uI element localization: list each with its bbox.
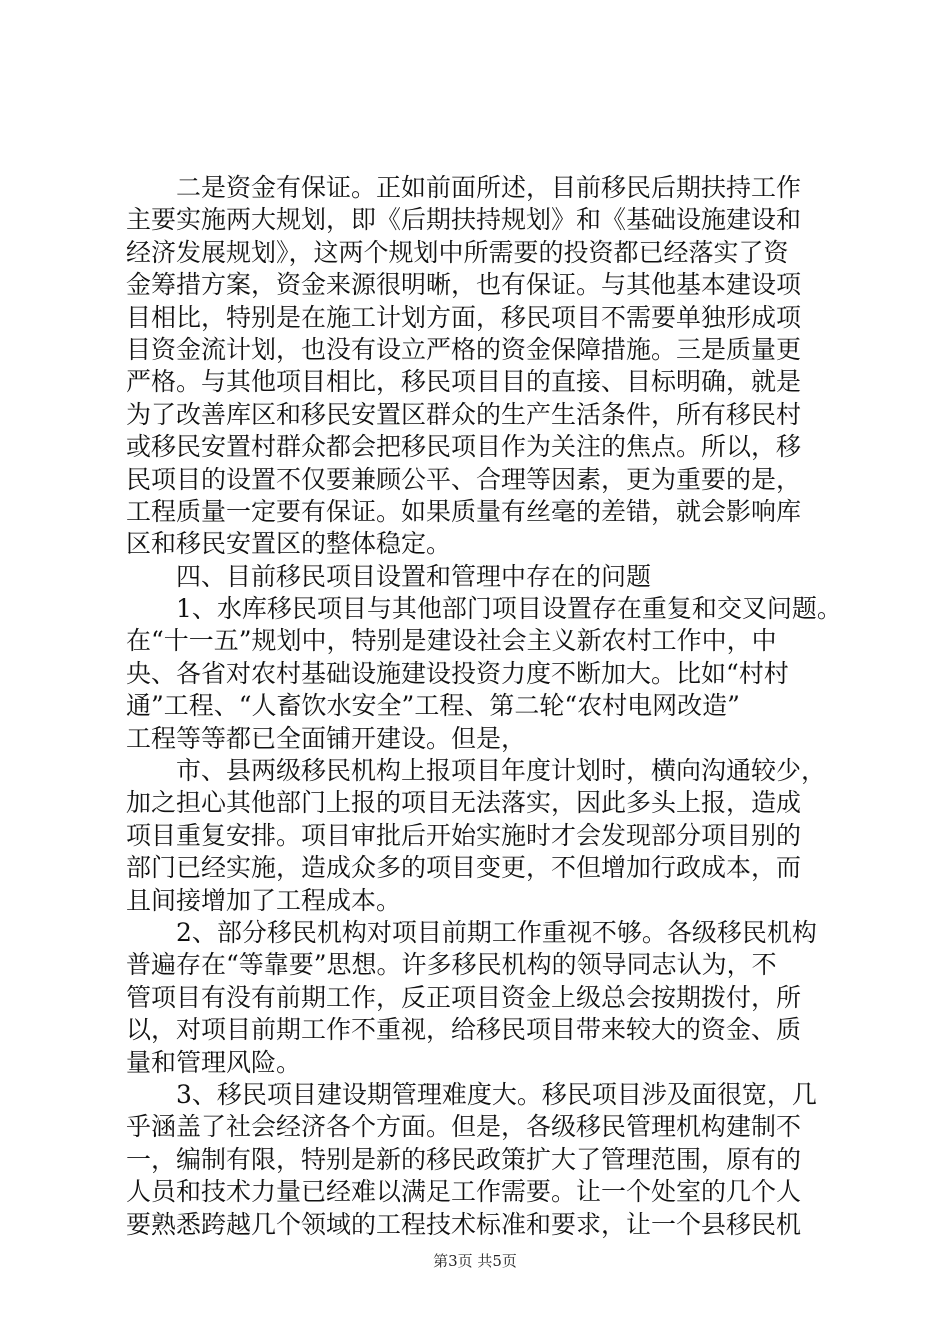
text-line: 市、县两级移民机构上报项目年度计划时，横向沟通较少， bbox=[126, 756, 827, 786]
text-line: 工程质量一定要有保证。如果质量有丝毫的差错，就会影响库 bbox=[126, 496, 802, 526]
text-line: 区和移民安置区的整体稳定。 bbox=[126, 529, 452, 559]
body-text bbox=[126, 172, 846, 1241]
text-line: 在“十一五”规划中，特别是建设社会主义新农村工作中，中 bbox=[126, 626, 777, 656]
text-line: 金筹措方案，资金来源很明晰，也有保证。与其他基本建设项 bbox=[126, 270, 802, 300]
text-line: 主要实施两大规划，即《后期扶持规划》和《基础设施建设和 bbox=[126, 205, 802, 235]
text-line: 四、目前移民项目设置和管理中存在的问题 bbox=[126, 561, 652, 591]
text-line: 或移民安置村群众都会把移民项目作为关注的焦点。所以，移 bbox=[126, 432, 802, 462]
text-line: 通”工程、“人畜饮水安全”工程、第二轮“农村电网改造” bbox=[126, 691, 740, 721]
text-line: 经济发展规划》，这两个规划中所需要的投资都已经落实了资 bbox=[126, 237, 789, 267]
text-line: 要熟悉跨越几个领域的工程技术标准和要求，让一个县移民机 bbox=[126, 1209, 802, 1239]
text-line: 央、各省对农村基础设施建设投资力度不断加大。比如“村村 bbox=[126, 658, 789, 688]
text-line: 工程等等都已全面铺开建设。但是， bbox=[126, 723, 527, 753]
text-line: 乎涵盖了社会经济各个方面。但是，各级移民管理机构建制不 bbox=[126, 1112, 802, 1142]
text-line: 量和管理风险。 bbox=[126, 1047, 302, 1077]
text-line: 加之担心其他部门上报的项目无法落实，因此多头上报，造成 bbox=[126, 788, 802, 818]
text-line: 目资金流计划，也没有设立严格的资金保障措施。三是质量更 bbox=[126, 334, 802, 364]
text-line: 二是资金有保证。正如前面所述，目前移民后期扶持工作 bbox=[126, 173, 802, 202]
text-line: 部门已经实施，造成众多的项目变更，不但增加行政成本，而 bbox=[126, 853, 802, 883]
text-line: 目相比，特别是在施工计划方面，移民项目不需要单独形成项 bbox=[126, 302, 802, 332]
text-line: 以，对项目前期工作不重视，给移民项目带来较大的资金、质 bbox=[126, 1015, 802, 1045]
text-line: 人员和技术力量已经难以满足工作需要。让一个处室的几个人 bbox=[126, 1177, 802, 1207]
page-footer: 第3页 共5页 bbox=[433, 1252, 517, 1270]
text-line: 项目重复安排。项目审批后开始实施时才会发现部分项目别的 bbox=[126, 820, 802, 850]
text-line: 2、部分移民机构对项目前期工作重视不够。各级移民机构 bbox=[126, 917, 817, 947]
text-line: 1、水库移民项目与其他部门项目设置存在重复和交叉问题。 bbox=[126, 594, 842, 624]
text-line: 严格。与其他项目相比，移民项目目的直接、目标明确，就是 bbox=[126, 367, 802, 397]
text-line: 3、移民项目建设期管理难度大。移民项目涉及面很宽，几 bbox=[126, 1079, 817, 1109]
text-line: 民项目的设置不仅要兼顾公平、合理等因素，更为重要的是， bbox=[126, 464, 802, 494]
text-line: 管项目有没有前期工作，反正项目资金上级总会按期拨付，所 bbox=[126, 982, 802, 1012]
text-line: 一，编制有限，特别是新的移民政策扩大了管理范围，原有的 bbox=[126, 1144, 802, 1174]
text-line: 为了改善库区和移民安置区群众的生产生活条件，所有移民村 bbox=[126, 399, 802, 429]
text-line: 且间接增加了工程成本。 bbox=[126, 885, 402, 915]
text-line: 普遍存在“等靠要”思想。许多移民机构的领导同志认为，不 bbox=[126, 950, 777, 980]
